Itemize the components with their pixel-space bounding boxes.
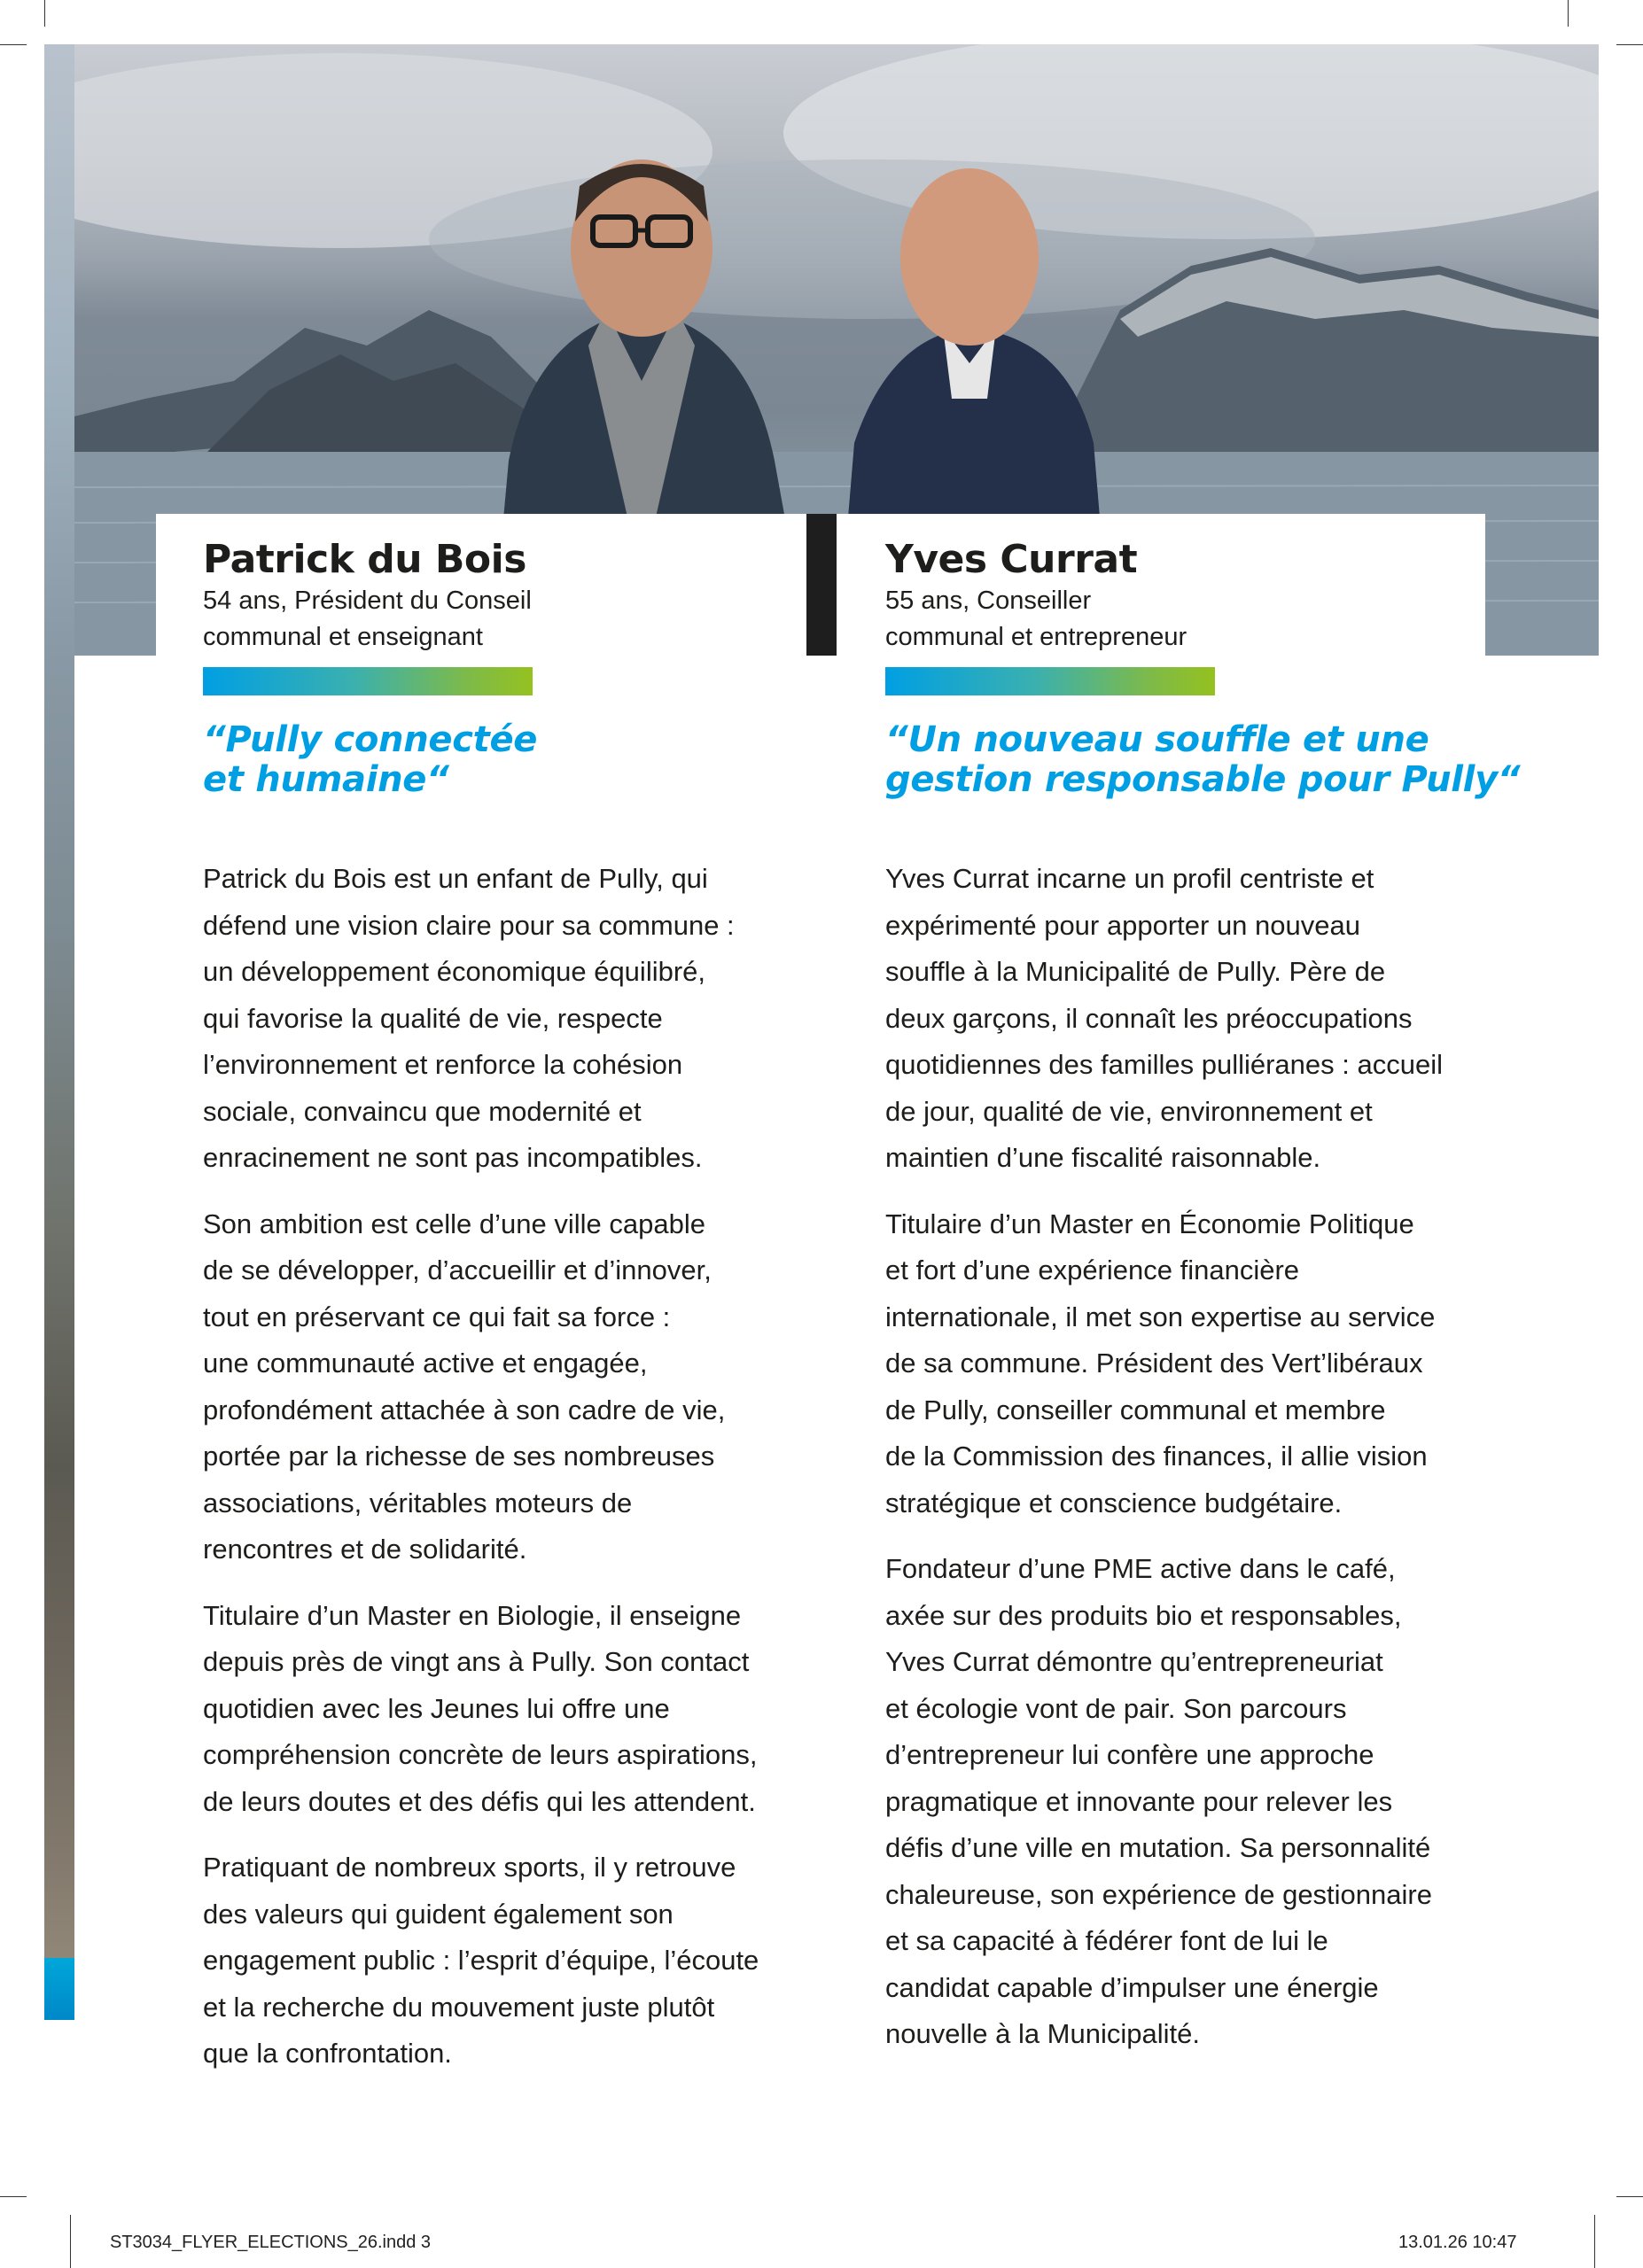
candidate-biography <box>885 856 1497 2078</box>
bio-paragraph: Titulaire d’un Master en Biologie, il enseigne depuis près de vingt ans à Pully. Son contact quotidien avec les Jeunes lui offre une compréhension concrète de leurs aspirations, de leurs doutes et des défis qui les attendent. <box>203 1599 758 1817</box>
candidate-name: Patrick du Bois <box>203 537 526 582</box>
slug-filename: ST3034_FLYER_ELECTIONS_26.indd 3 <box>110 2233 432 2252</box>
candidate-role-line-2: communal et entrepreneur <box>885 623 1187 651</box>
quote-line-2: gestion responsable pour Pully“ <box>885 759 1521 800</box>
crop-mark <box>1616 44 1643 45</box>
gradient-accent-bar <box>885 667 1215 695</box>
candidate-header-patrick <box>203 537 532 656</box>
candidate-header-yves <box>885 537 1187 656</box>
crop-mark <box>70 2215 71 2268</box>
crop-mark <box>44 0 45 27</box>
candidate-name: Yves Currat <box>885 537 1138 582</box>
candidate-biography <box>203 856 806 2097</box>
slug-timestamp: 13.01.26 10:47 <box>1398 2233 1517 2252</box>
quote-line-1: “Pully connectée <box>203 719 538 760</box>
candidate-quote <box>885 720 1520 800</box>
candidate-quote <box>203 720 537 800</box>
bio-paragraph: Pratiquant de nombreux sports, il y retrouve des valeurs qui guident également son engagement public : l’esprit d’équipe, l’écoute et la recherche du mouvement juste plutôt que la confrontation. <box>203 1852 759 2069</box>
bio-paragraph: Son ambition est celle d’une ville capable de se développer, d’accueillir et d’innover, tout en préservant ce qui fait sa force : une communauté active et engagée, profondément attachée à son cadre de vie, portée par la richesse de ses nombreuses associations, véritables moteurs de rencontres et de solidarité. <box>203 1208 726 1565</box>
crop-mark <box>1616 2196 1643 2197</box>
bio-paragraph: Patrick du Bois est un enfant de Pully, qui défend une vision claire pour sa commune : un développement économique équilibré, qui favorise la qualité de vie, respecte l’environnement et renforce la cohésion sociale, convaincu que modernité et enracinement ne sont pas incompatibles. <box>203 863 735 1173</box>
gradient-accent-bar <box>203 667 533 695</box>
crop-mark <box>0 2196 27 2197</box>
bio-paragraph: Fondateur d’une PME active dans le café, axée sur des produits bio et responsables, Yves Currat démontre qu’entrepreneuriat et écologie vont de pair. Son parcours d’entrepreneur lui confère une approche pragmatique et innovante pour relever les défis d’une ville en mutation. Sa personnalité chaleureuse, son expérience de gestionnaire et sa capacité à fédérer font de lui le candidat capable d’impulser une énergie nouvelle à la Municipalité. <box>885 1553 1432 2049</box>
crop-mark <box>1594 2215 1595 2268</box>
crop-mark <box>1568 0 1569 27</box>
candidate-role-line-2: communal et enseignant <box>203 623 483 651</box>
candidate-role-line-1: 55 ans, Conseiller <box>885 586 1092 615</box>
quote-line-2: et humaine“ <box>203 759 449 800</box>
left-photo-strip <box>44 44 74 2020</box>
bio-paragraph: Yves Currat incarne un profil centriste et expérimenté pour apporter un nouveau souffle à la Municipalité de Pully. Père de deux garçons, il connaît les préoccupations quotidiennes des familles pulliéranes : accueil de jour, qualité de vie, environnement et maintien d’une fiscalité raisonnable. <box>885 863 1443 1173</box>
quote-line-1: “Un nouveau souffle et une <box>885 719 1429 760</box>
crop-mark <box>0 44 27 45</box>
photo-divider-strip <box>806 514 837 656</box>
bio-paragraph: Titulaire d’un Master en Économie Politique et fort d’une expérience financière internationale, il met son expertise au service de sa commune. Président des Vert’libéraux de Pully, conseiller communal et membre de la Commission des finances, il allie vision stratégique et conscience budgétaire. <box>885 1208 1436 1518</box>
candidate-role-line-1: 54 ans, Président du Conseil <box>203 586 532 615</box>
left-accent-bar <box>44 1958 74 2020</box>
